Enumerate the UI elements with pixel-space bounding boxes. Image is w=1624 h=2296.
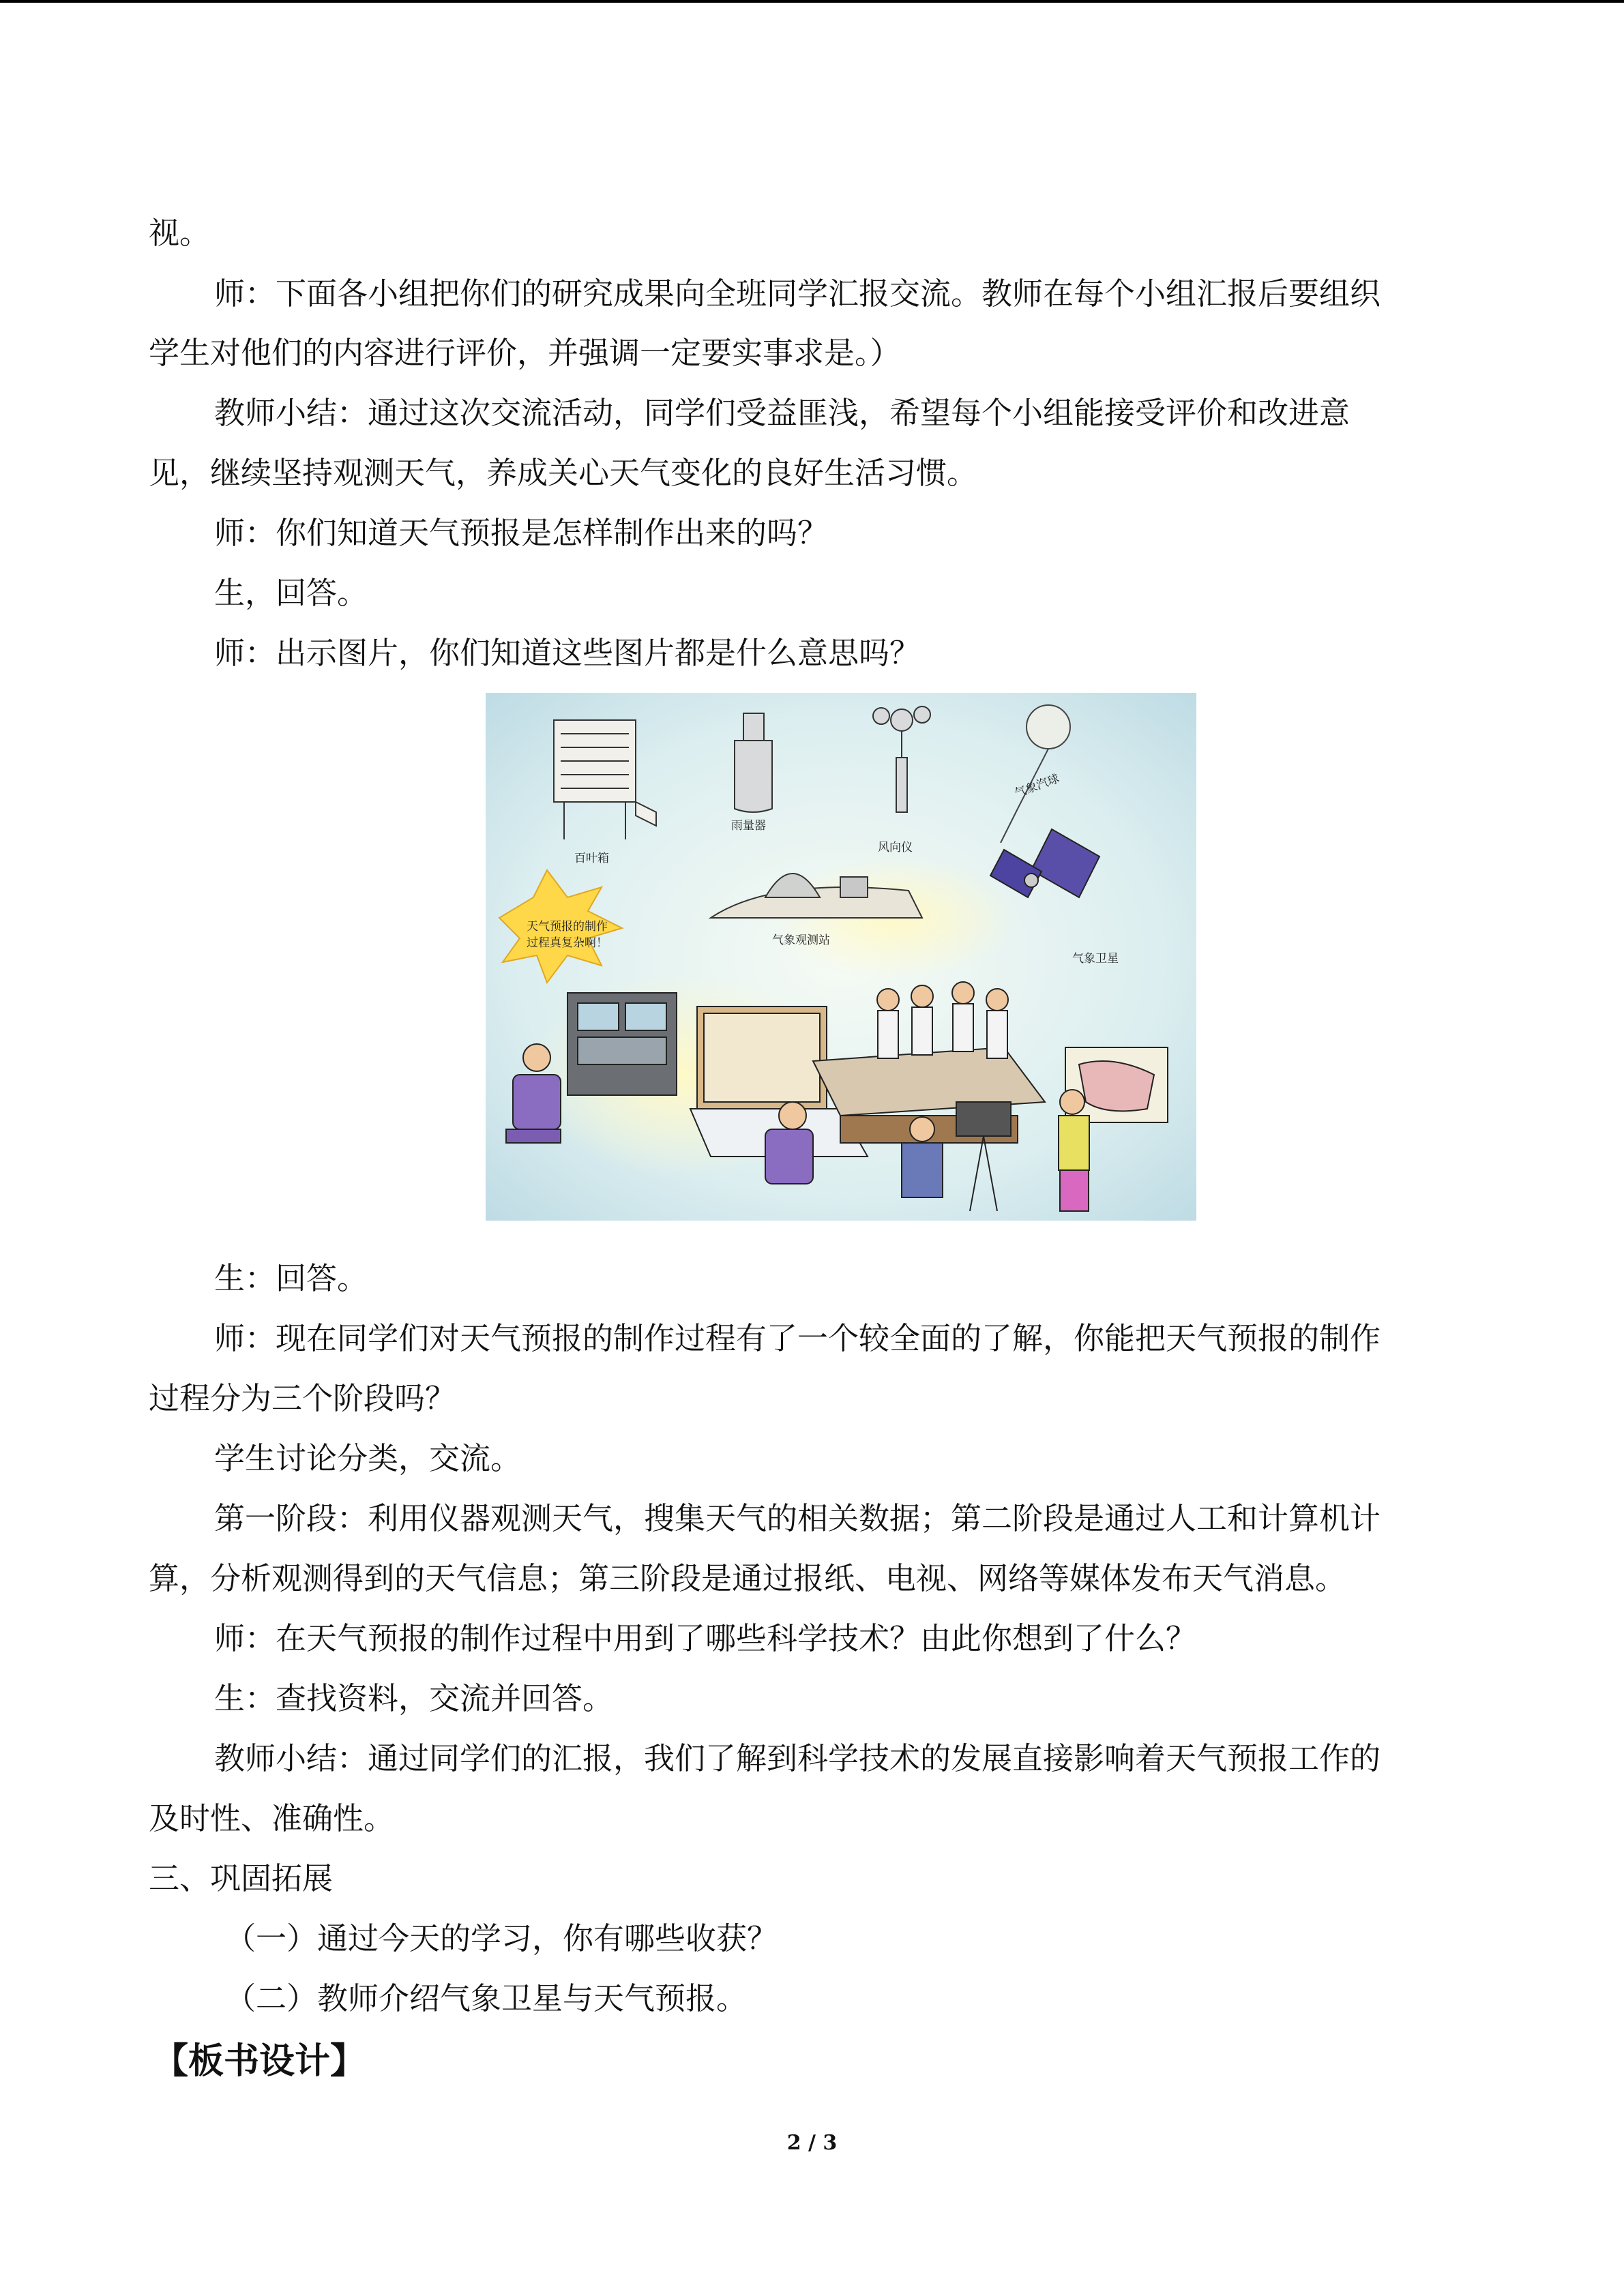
section-title: 三、巩固拓展 xyxy=(149,1860,334,1896)
paragraph-line: 学生讨论分类，交流。 xyxy=(214,1440,522,1476)
paragraph-line: 生：回答。 xyxy=(214,1260,368,1296)
paragraph-line: 过程分为三个阶段吗？ xyxy=(149,1380,456,1416)
rain-gauge-label: 雨量器 xyxy=(731,819,766,833)
weather-station-label: 气象观测站 xyxy=(772,934,830,947)
paragraph-line: 师：在天气预报的制作过程中用到了哪些科学技术？由此你想到了什么？ xyxy=(214,1620,1197,1656)
paragraph-line: 教师小结：通过同学们的汇报，我们了解到科学技术的发展直接影响着天气预报工作的 xyxy=(214,1740,1381,1776)
paragraph-line: 生：查找资料，交流并回答。 xyxy=(214,1680,614,1716)
paragraph-line: 见，继续坚持观测天气，养成关心天气变化的良好生活习惯。 xyxy=(149,455,978,491)
paragraph-line: 及时性、准确性。 xyxy=(149,1800,395,1836)
starburst-line: 过程真复杂啊！ xyxy=(527,936,608,950)
board-design-heading: 【板书设计】 xyxy=(153,2041,366,2082)
balloon-label: 气象汽球 xyxy=(1013,771,1061,801)
paragraph-line: 算，分析观测得到的天气信息；第三阶段是通过报纸、电视、网络等媒体发布天气消息。 xyxy=(149,1560,1346,1596)
page-number: 2 / 3 xyxy=(786,2131,838,2155)
weather-forecast-illustration xyxy=(486,693,1196,1221)
paragraph-line: （一）通过今天的学习，你有哪些收获？ xyxy=(225,1920,778,1956)
top-border xyxy=(0,0,1624,3)
paragraph-line: 生，回答。 xyxy=(214,575,368,611)
paragraph-line: 师：下面各小组把你们的研究成果向全班同学汇报交流。教师在每个小组汇报后要组织 xyxy=(214,275,1381,312)
paragraph-line: 第一阶段：利用仪器观测天气，搜集天气的相关数据；第二阶段是通过人工和计算机计 xyxy=(214,1500,1381,1536)
paragraph-line: 师：你们知道天气预报是怎样制作出来的吗？ xyxy=(214,515,829,551)
paragraph-line: （二）教师介绍气象卫星与天气预报。 xyxy=(225,1980,748,2016)
paragraph-line: 师：出示图片，你们知道这些图片都是什么意思吗？ xyxy=(214,635,921,671)
wind-vane-label: 风向仪 xyxy=(878,841,913,854)
satellite-label: 气象卫星 xyxy=(1072,952,1119,966)
starburst-line: 天气预报的制作 xyxy=(527,920,608,934)
paragraph-line: 师：现在同学们对天气预报的制作过程有了一个较全面的了解，你能把天气预报的制作 xyxy=(214,1320,1381,1356)
louver-box-label: 百叶箱 xyxy=(574,852,609,865)
paragraph-line: 视。 xyxy=(149,215,211,251)
paragraph-line: 学生对他们的内容进行评价，并强调一定要实事求是。） xyxy=(149,335,901,371)
paragraph-line: 教师小结：通过这次交流活动，同学们受益匪浅，希望每个小组能接受评价和改进意 xyxy=(214,395,1350,431)
